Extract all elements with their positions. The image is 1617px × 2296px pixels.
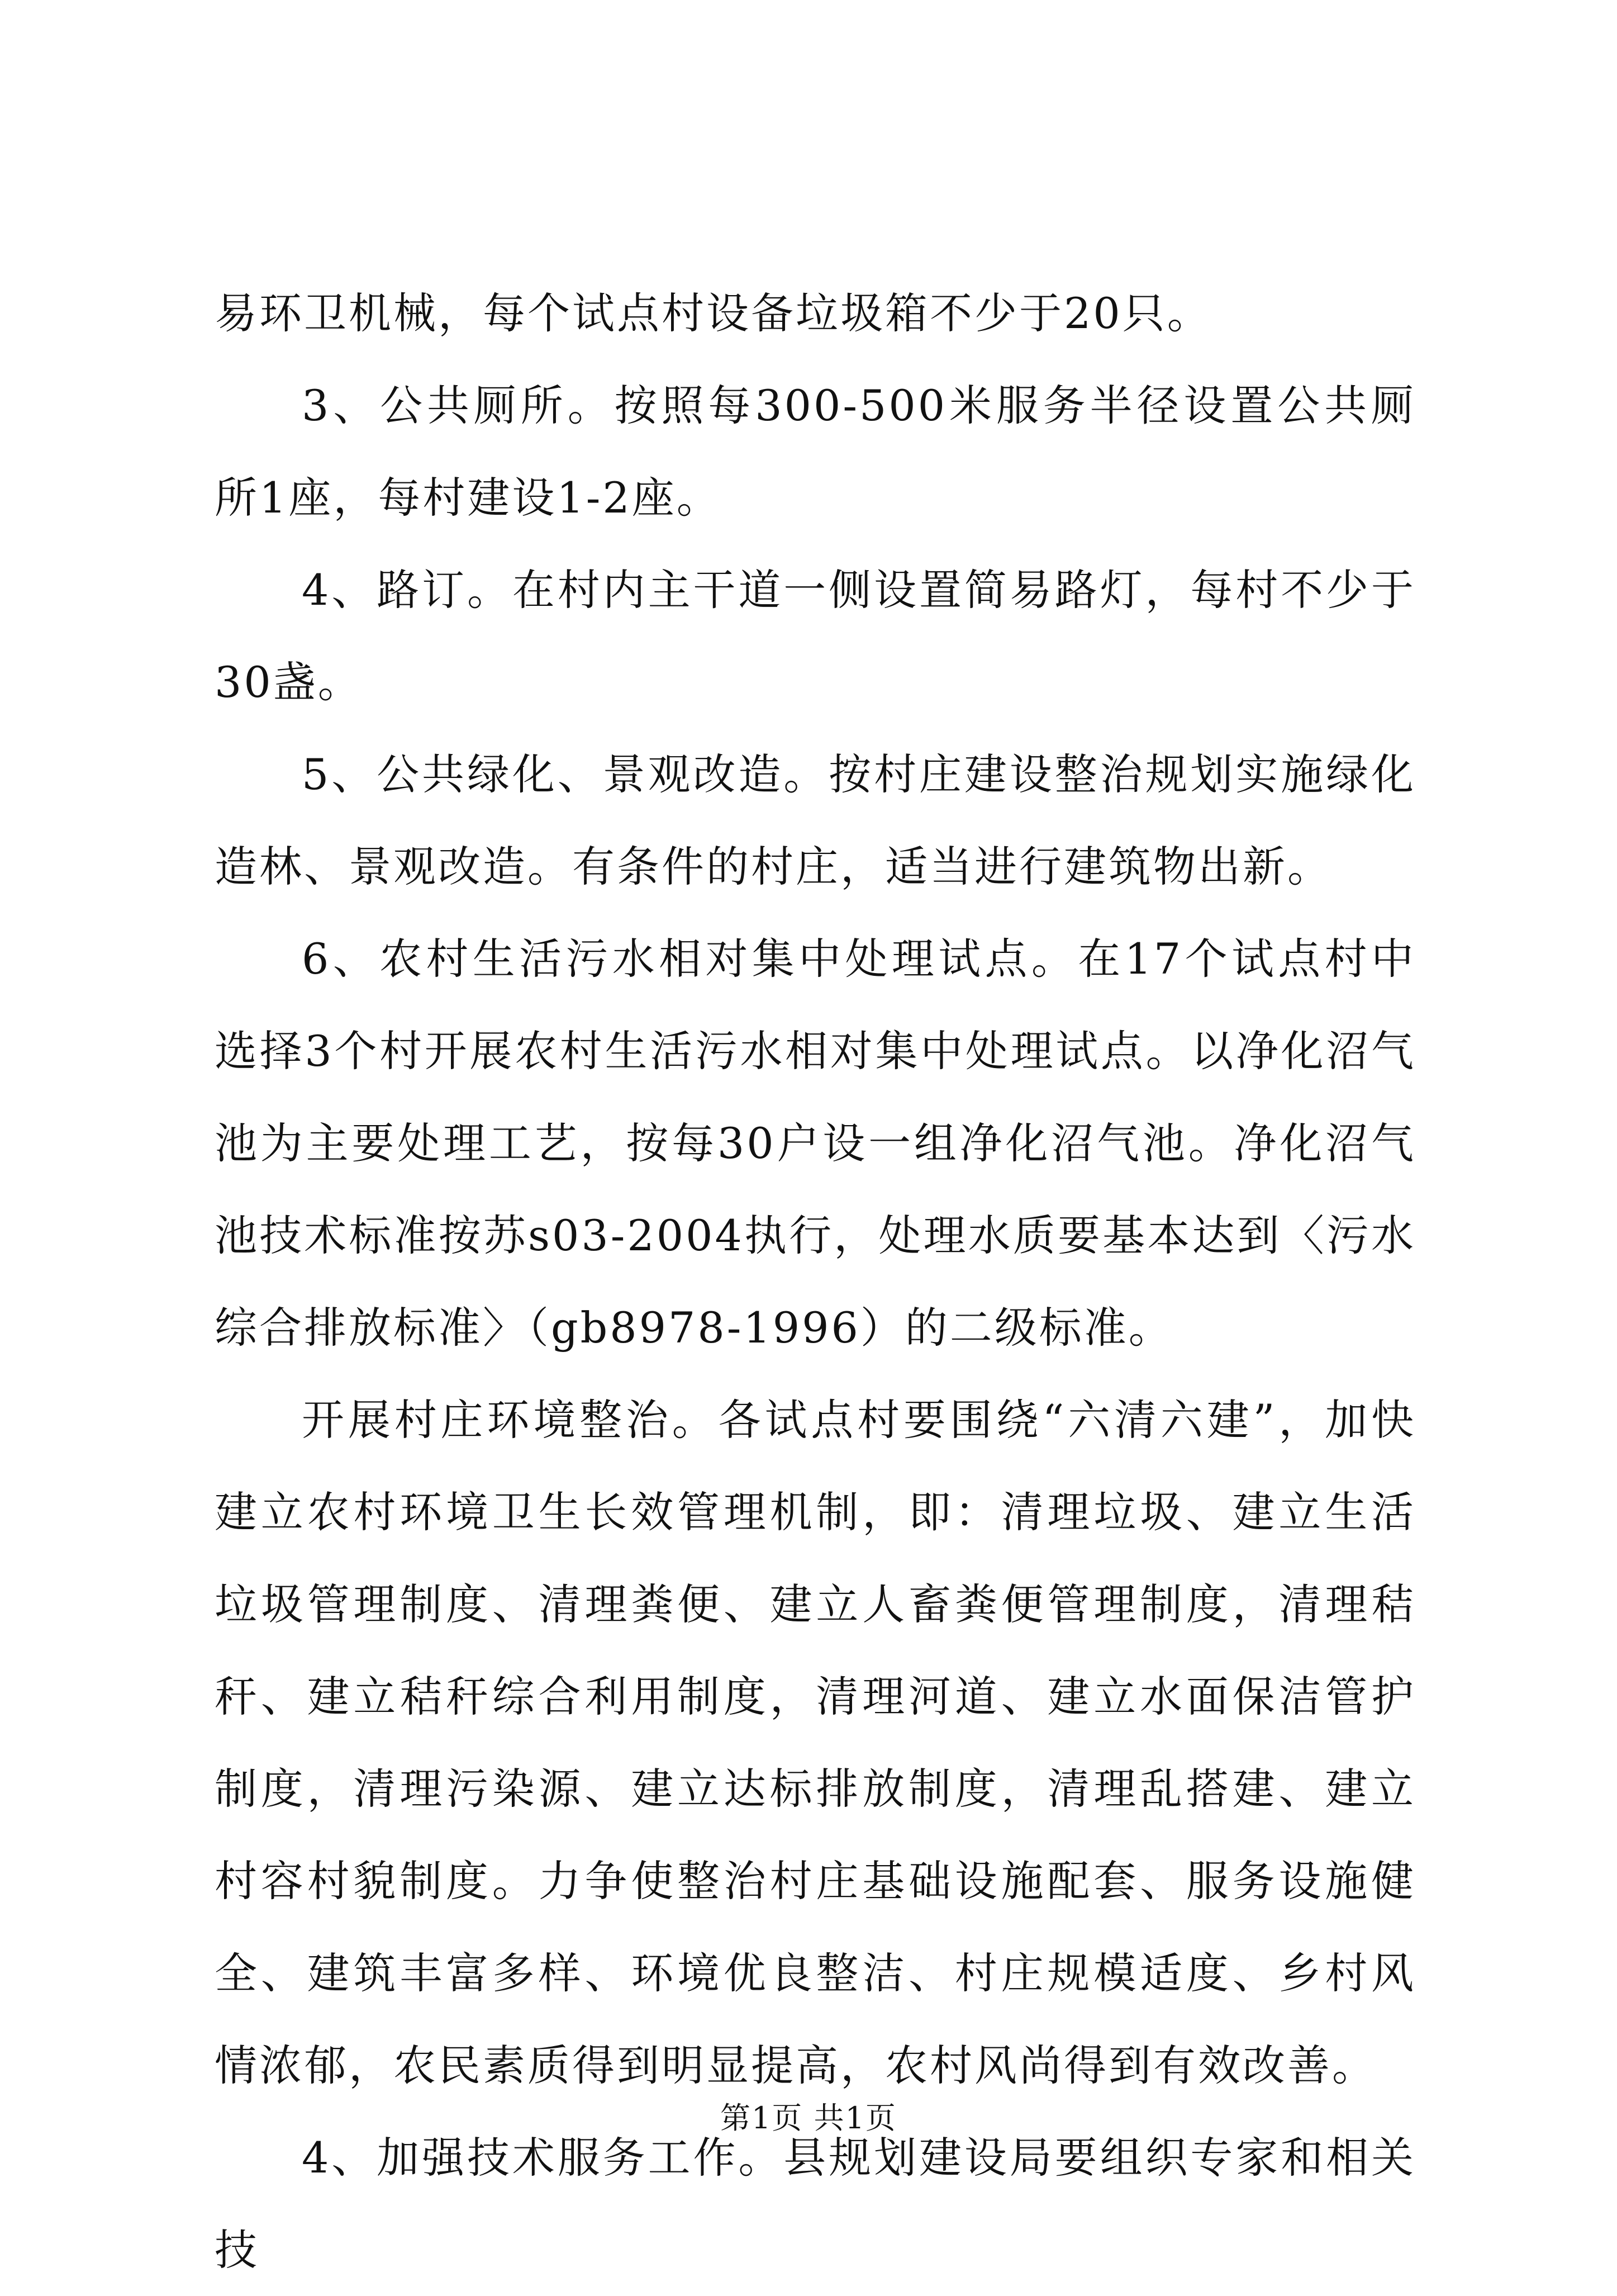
paragraph-street-lights: 4、路订。在村内主干道一侧设置简易路灯，每村不少于30盏。 (215, 565, 1416, 707)
paragraph-continuation: 易环卫机械，每个试点村设备垃圾箱不少于20只。 (215, 288, 1212, 338)
paragraph-village-environment: 开展村庄环境整治。各试点村要围绕“六清六建”，加快建立农村环境卫生长效管理机制，即：清理垃圾、建立生活垃圾管理制度、清理粪便、建立人畜粪便管理制度，清理秸秆、建立秸秆综合利用制度，清理河道、建立水面保洁管护制度，清理污染源、建立达标排放制度，清理乱搭建、建立村容村貌制度。力争使整治村庄基础设施配套、服务设施健全、建筑丰富多样、环境优良整洁、村庄规模适度、乡村风情浓郁，农民素质得到明显提高，农村风尚得到有效改善。 (215, 1395, 1416, 2090)
paragraph-greening: 5、公共绿化、景观改造。按村庄建设整治规划实施绿化造林、景观改造。有条件的村庄，适当进行建筑物出新。 (215, 749, 1416, 891)
page-footer: 第1页 共1页 (720, 2100, 897, 2136)
body-text (215, 267, 1416, 2296)
paragraph-public-toilets: 3、公共厕所。按照每300-500米服务半径设置公共厕所1座，每村建设1-2座。 (215, 381, 1416, 523)
paragraph-technical-service: 4、加强技术服务工作。县规划建设局要组织专家和相关技 (215, 2133, 1416, 2275)
paragraph-sewage-treatment: 6、农村生活污水相对集中处理试点。在17个试点村中选择3个村开展农村生活污水相对集中处理试点。以净化沼气池为主要处理工艺，按每30户设一组净化沼气池。净化沼气池技术标准按苏s03-2004执行，处理水质要基本达到〈污水综合排放标准〉（gb8978-1996）的二级标准。 (215, 934, 1416, 1353)
